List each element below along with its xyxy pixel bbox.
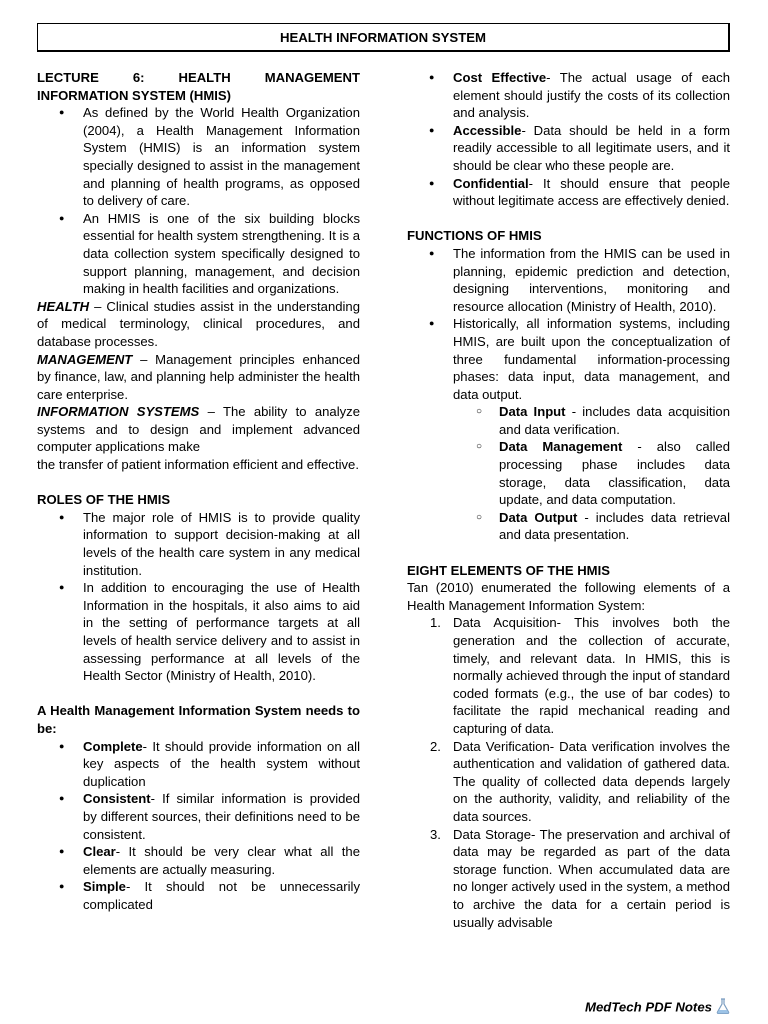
health-definition xyxy=(37,298,360,351)
phase-text: - includes data acquisition and data verification. xyxy=(499,404,730,437)
management-text: – Management principles enhanced by finance, law, and planning help administer the health care enterprise. xyxy=(37,351,360,402)
intro-list xyxy=(37,104,360,298)
item-text: Data Storage- The preservation and archival of data may be regarded as part of the data storage function. When accumulated data are no longer actively used in the system, a method to archive the data for a certain period is usually advisable xyxy=(453,826,730,930)
elements-heading: EIGHT ELEMENTS OF THE HMIS xyxy=(407,562,610,578)
needs-term: Simple xyxy=(83,879,126,895)
infosys-definition xyxy=(37,403,360,456)
list-item xyxy=(37,790,360,843)
infosys-definition-cont: the transfer of patient information efficient and effective. xyxy=(37,457,359,473)
infosys-term: INFORMATION SYSTEMS xyxy=(37,404,200,420)
item-number: 2. xyxy=(430,738,441,754)
functions-list xyxy=(407,245,730,403)
needs-term: Accessible xyxy=(453,122,522,138)
right-column xyxy=(407,69,730,931)
needs-text: - Data should be held in a form readily accessible to all legitimate users, and it should be clear who these people are. xyxy=(453,122,730,173)
list-item xyxy=(407,509,730,544)
list-item xyxy=(407,826,730,932)
footer-text: MedTech PDF Notes xyxy=(584,999,712,1015)
list-item xyxy=(407,614,730,737)
lecture-heading: LECTURE 6: HEALTH MANAGEMENT INFORMATION SYSTEM (HMIS) xyxy=(37,70,360,103)
needs-text: - It should not be unnecessarily complicated xyxy=(83,879,360,912)
phase-term: Data Management xyxy=(499,439,623,455)
list-item xyxy=(407,403,730,438)
management-definition xyxy=(37,351,360,404)
phase-term: Data Input xyxy=(499,404,566,420)
list-item xyxy=(407,738,730,826)
needs-term: Consistent xyxy=(83,791,151,807)
phase-text: - includes data retrieval and data presentation. xyxy=(499,509,730,543)
list-item xyxy=(37,738,360,791)
phases-list xyxy=(407,403,730,544)
list-item xyxy=(407,438,730,508)
list-item: ● The major role of HMIS is to provide quality information to support decision-making at all levels of the health care system in any medical institution. xyxy=(37,509,360,579)
phase-term: Data Output xyxy=(499,509,578,525)
infosys-text: – The ability to analyze systems and to design and implement advanced computer applications make xyxy=(37,404,360,455)
footer-brand xyxy=(585,998,730,1018)
list-item xyxy=(37,878,360,913)
list-item xyxy=(407,122,730,175)
health-text: – Clinical studies assist in the understanding of medical terminology, clinical procedures, and database processes. xyxy=(37,298,360,349)
needs-term: Clear xyxy=(83,844,116,860)
needs-heading: A Health Management Information System needs to be: xyxy=(37,703,360,736)
needs-list-cont xyxy=(407,69,730,210)
item-text: Data Verification- Data verification involves the authentication and validation of gathered data. The quality of collected data depends largely on the authority, validity, and reliability of the data sources. xyxy=(453,738,730,824)
item-number: 1. xyxy=(430,615,441,631)
elements-list xyxy=(407,614,730,931)
management-term: MANAGEMENT xyxy=(37,351,133,367)
needs-text: - It should ensure that people without legitimate access are effectively denied. xyxy=(453,175,730,209)
needs-text: - It should be very clear what all the elements are actually measuring. xyxy=(83,844,360,877)
left-column xyxy=(37,69,360,914)
list-item xyxy=(407,69,730,122)
health-term: HEALTH xyxy=(37,298,90,314)
list-item: ● Historically, all information systems, including HMIS, are built upon the conceptualization of three fundamental information-processing phases: data input, data management, and data output. xyxy=(407,315,730,403)
list-item: ● An HMIS is one of the six building blocks essential for health system strengthening. It is a data collection system specifically designed to support planning, management, and decision making in health facilities and organizations. xyxy=(37,210,360,298)
needs-term: Cost Effective xyxy=(453,70,547,85)
page-title: HEALTH INFORMATION SYSTEM xyxy=(37,23,730,52)
list-item xyxy=(37,843,360,878)
needs-text: - It should provide information on all key aspects of the health system without duplication xyxy=(83,738,360,789)
needs-term: Complete xyxy=(83,738,143,754)
functions-heading: FUNCTIONS OF HMIS xyxy=(407,228,542,244)
list-item xyxy=(407,175,730,210)
needs-list xyxy=(37,738,360,914)
flask-icon xyxy=(716,998,730,1018)
list-item: ● The information from the HMIS can be used in planning, epidemic prediction and detection, designing interventions, monitoring and resource allocation (Ministry of Health, 2010). xyxy=(407,245,730,315)
needs-term: Confidential xyxy=(453,175,529,191)
list-item: ● In addition to encouraging the use of Health Information in the hospitals, it also aims to aid in the setting of performance targets at all levels of health service delivery and to assist in assessing performance at all levels of the Health Sector (Ministry of Health, 2010). xyxy=(37,579,360,685)
item-number: 3. xyxy=(430,826,441,842)
item-text: Data Acquisition- This involves both the generation and the collection of accurate, timely, and relevant data. In HMIS, this is normally achieved through the input of standard coded formats (e.g., the use of bar codes) to facilitate the rapid mechanical reading and capturing of data. xyxy=(453,615,730,736)
roles-list xyxy=(37,509,360,685)
elements-intro: Tan (2010) enumerated the following elements of a Health Management Information System: xyxy=(407,580,730,613)
list-item: ● As defined by the World Health Organization (2004), a Health Management Information System (HMIS) is an information system specially designed to assist in the management and planning of health programs, as opposed to delivery of care. xyxy=(37,104,360,210)
roles-heading: ROLES OF THE HMIS xyxy=(37,492,171,508)
needs-text: - The actual usage of each element should justify the costs of its collection and analysis. xyxy=(453,70,730,121)
phase-text: - also called processing phase includes data storage, data classification, data update, and data computation. xyxy=(499,439,730,508)
needs-text: - If similar information is provided by different sources, their definitions need to be consistent. xyxy=(83,791,360,842)
